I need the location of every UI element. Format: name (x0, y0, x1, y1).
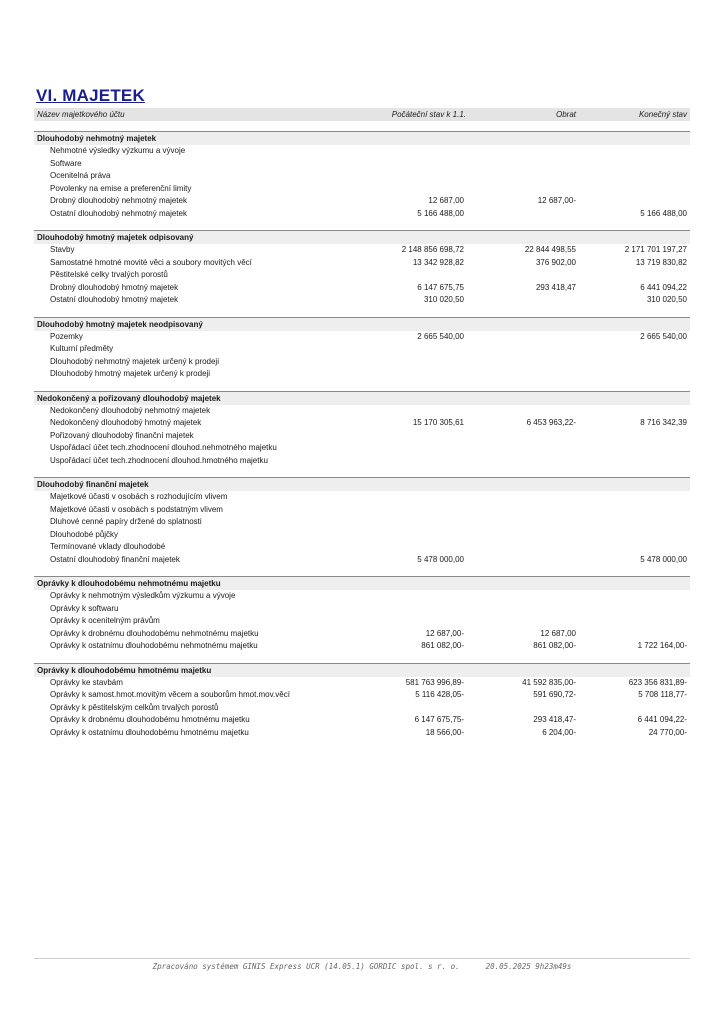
table-row (34, 677, 690, 690)
start-balance-cell: 12 687,00- (425, 628, 464, 638)
table-row (34, 195, 690, 208)
end-balance-cell: 2 171 701 197,27 (624, 245, 687, 254)
section-heading: Dlouhodobý hmotný majetek odpisovaný (34, 230, 690, 244)
asset-table (34, 108, 690, 739)
table-row (34, 554, 690, 567)
table-row (34, 244, 690, 257)
start-balance-cell: 2 148 856 698,72 (401, 245, 464, 254)
footer-system: Zpracováno systémem GINIS Express UCR (14.05.1) GORDIC spol. s r. o. (152, 962, 460, 971)
end-balance-cell: 6 441 094,22 (640, 282, 687, 292)
table-row (34, 331, 690, 344)
table-row (34, 368, 690, 381)
turnover-cell: 861 082,00- (533, 641, 576, 650)
table-row (34, 430, 690, 443)
end-balance-cell: 6 441 094,22- (637, 715, 687, 724)
table-row (34, 208, 690, 221)
table-row (34, 356, 690, 369)
header-end-balance: Konečný stav (638, 110, 687, 119)
table-section (34, 477, 690, 566)
account-name-cell: Samostatné hmotné movité věci a soubory movitých věcí (50, 257, 252, 267)
turnover-cell: 41 592 835,00- (522, 677, 576, 687)
table-row (34, 615, 690, 628)
start-balance-cell: 12 687,00 (428, 196, 464, 205)
start-balance-cell: 18 566,00- (425, 727, 464, 737)
account-name-cell: Ostatní dlouhodobý finanční majetek (50, 554, 180, 564)
section-heading: Dlouhodobý hmotný majetek neodpisovaný (34, 317, 690, 331)
table-body (34, 131, 690, 739)
account-name-cell: Majetkové účasti v osobách s podstatným vlivem (50, 504, 223, 514)
table-row (34, 282, 690, 295)
account-name-cell: Oprávky k samost.hmot.movitým věcem a souborům hmot.mov.věcí (50, 690, 290, 699)
account-name-cell: Oprávky k ostatnímu dlouhodobému nehmotnému majetku (50, 641, 258, 650)
start-balance-cell: 13 342 928,82 (412, 257, 464, 267)
table-row (34, 714, 690, 727)
start-balance-cell: 5 166 488,00 (417, 208, 464, 218)
footer-timestamp: 20.05.2025 9h23m49s (485, 962, 572, 971)
table-row (34, 343, 690, 356)
table-row (34, 442, 690, 455)
header-turnover: Obrat (555, 110, 576, 119)
section-heading: Oprávky k dlouhodobému nehmotnému majetku (34, 576, 690, 590)
table-row (34, 541, 690, 554)
table-section (34, 131, 690, 220)
account-name-cell: Stavby (50, 245, 75, 254)
table-section (34, 230, 690, 307)
end-balance-cell: 13 719 830,82 (635, 257, 687, 267)
turnover-cell: 22 844 498,55 (524, 245, 576, 254)
start-balance-cell: 2 665 540,00 (417, 331, 464, 341)
turnover-cell: 12 687,00- (537, 196, 576, 205)
table-row (34, 516, 690, 529)
account-name-cell: Drobný dlouhodobý nehmotný majetek (50, 196, 187, 205)
table-row (34, 417, 690, 430)
header-account-name: Název majetkového účtu (37, 110, 125, 119)
table-section (34, 663, 690, 740)
account-name-cell: Dlouhodobý hmotný majetek určený k prodeji (50, 369, 211, 378)
turnover-cell: 6 204,00- (542, 727, 576, 737)
start-balance-cell: 861 082,00- (421, 641, 464, 650)
start-balance-cell: 310 020,50 (423, 295, 464, 304)
account-name-cell: Uspořádací účet tech.zhodnocení dlouhod.nehmotného majetku (50, 443, 277, 452)
turnover-cell: 293 418,47 (535, 282, 576, 292)
account-name-cell: Dlouhodobé půjčky (50, 529, 119, 539)
turnover-cell: 6 453 963,22- (526, 418, 576, 427)
section-heading: Dlouhodobý nehmotný majetek (34, 131, 690, 145)
table-row (34, 640, 690, 653)
end-balance-cell: 5 708 118,77- (638, 690, 687, 699)
account-name-cell: Oprávky k ocenitelným právům (50, 616, 160, 625)
start-balance-cell: 5 478 000,00 (417, 554, 464, 564)
account-name-cell: Dlouhodobý nehmotný majetek určený k prodeji (50, 356, 219, 366)
table-row (34, 170, 690, 183)
section-heading: Dlouhodobý finanční majetek (34, 477, 690, 491)
account-name-cell: Uspořádací účet tech.zhodnocení dlouhod.hmotného majetku (50, 455, 268, 465)
account-name-cell: Oprávky k nehmotným výsledkům výzkumu a vývoje (50, 591, 236, 600)
account-name-cell: Dluhové cenné papíry držené do splatnosti (50, 517, 202, 526)
account-name-cell: Pěstitelské celky trvalých porostů (50, 270, 168, 279)
table-row (34, 727, 690, 740)
table-row (34, 294, 690, 307)
footer (0, 962, 724, 971)
table-row (34, 455, 690, 468)
start-balance-cell: 6 147 675,75- (414, 715, 464, 724)
account-name-cell: Oprávky k drobnému dlouhodobému nehmotnému majetku (50, 628, 259, 638)
account-name-cell: Oprávky k softwaru (50, 603, 119, 613)
start-balance-cell: 6 147 675,75 (417, 282, 464, 292)
footer-divider (34, 958, 690, 959)
account-name-cell: Nedokončený dlouhodobý hmotný majetek (50, 418, 202, 427)
account-name-cell: Povolenky na emise a preferenční limity (50, 183, 192, 193)
section-heading: Oprávky k dlouhodobému hmotnému majetku (34, 663, 690, 677)
account-name-cell: Oprávky k drobnému dlouhodobému hmotnému majetku (50, 715, 250, 724)
turnover-cell: 376 902,00 (535, 257, 576, 267)
table-row (34, 628, 690, 641)
header-start-balance: Počáteční stav k 1.1. (391, 110, 466, 119)
table-row (34, 269, 690, 282)
account-name-cell: Majetkové účasti v osobách s rozhodujícím vlivem (50, 492, 228, 501)
end-balance-cell: 5 166 488,00 (640, 208, 687, 218)
end-balance-cell: 2 665 540,00 (640, 331, 687, 341)
table-row (34, 491, 690, 504)
table-section (34, 391, 690, 468)
table-row (34, 257, 690, 270)
account-name-cell: Pozemky (50, 331, 83, 341)
start-balance-cell: 15 170 305,61 (412, 418, 464, 427)
table-section (34, 317, 690, 381)
account-name-cell: Pořizovaný dlouhodobý finanční majetek (50, 430, 194, 440)
table-row (34, 504, 690, 517)
start-balance-cell: 5 116 428,05- (415, 690, 464, 699)
section-heading: Nedokončený a pořizovaný dlouhodobý majetek (34, 391, 690, 405)
account-name-cell: Nedokončený dlouhodobý nehmotný majetek (50, 405, 211, 415)
table-row (34, 405, 690, 418)
end-balance-cell: 1 722 164,00- (637, 641, 687, 650)
turnover-cell: 591 690,72- (533, 690, 576, 699)
table-row (34, 183, 690, 196)
account-name-cell: Software (50, 158, 82, 168)
start-balance-cell: 581 763 996,89- (405, 677, 464, 687)
account-name-cell: Ostatní dlouhodobý nehmotný majetek (50, 208, 187, 218)
account-name-cell: Ostatní dlouhodobý hmotný majetek (50, 295, 179, 304)
end-balance-cell: 5 478 000,00 (640, 554, 687, 564)
end-balance-cell: 24 770,00- (648, 727, 687, 737)
table-row (34, 145, 690, 158)
account-name-cell: Oprávky k ostatnímu dlouhodobému hmotnému majetku (50, 727, 249, 737)
table-section (34, 576, 690, 653)
account-name-cell: Drobný dlouhodobý hmotný majetek (50, 282, 179, 292)
account-name-cell: Kulturní předměty (50, 344, 114, 353)
account-name-cell: Nehmotné výsledky výzkumu a vývoje (50, 146, 186, 155)
page-title: VI. MAJETEK (36, 86, 145, 105)
table-row (34, 590, 690, 603)
table-row (34, 702, 690, 715)
end-balance-cell: 8 716 342,39 (640, 418, 687, 427)
account-name-cell: Oprávky k pěstitelským celkům trvalých porostů (50, 702, 219, 712)
end-balance-cell: 623 356 831,89- (628, 677, 687, 687)
table-row (34, 529, 690, 542)
table-row (34, 603, 690, 616)
account-name-cell: Termínované vklady dlouhodobé (50, 542, 166, 551)
turnover-cell: 12 687,00 (540, 628, 576, 638)
account-name-cell: Oprávky ke stavbám (50, 677, 123, 687)
table-row (34, 689, 690, 702)
account-name-cell: Ocenitelná práva (50, 171, 111, 180)
end-balance-cell: 310 020,50 (646, 295, 687, 304)
turnover-cell: 293 418,47- (533, 715, 576, 724)
table-row (34, 158, 690, 171)
table-header (34, 108, 690, 121)
